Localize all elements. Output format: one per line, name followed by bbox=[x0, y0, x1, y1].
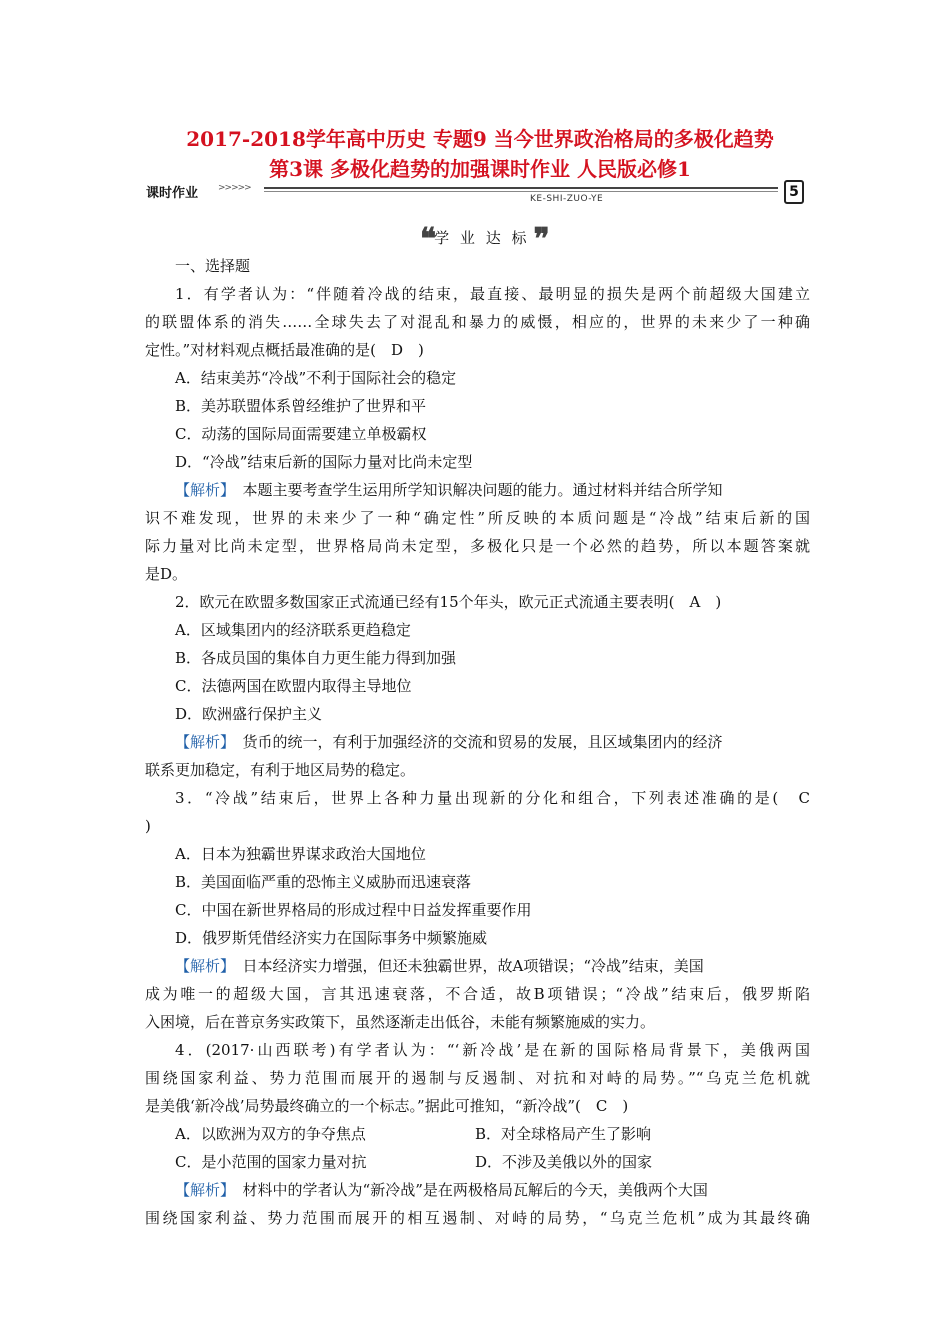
options-row bbox=[145, 1148, 810, 1176]
option-c: C．法德两国在欧盟内取得主导地位 bbox=[175, 677, 412, 695]
open-quote-icon: ❝ bbox=[420, 222, 431, 257]
lesson-number-badge: 5 bbox=[784, 180, 804, 204]
option-a: A．日本为独霸世界谋求政治大国地位 bbox=[175, 845, 426, 863]
banner-pinyin: KE-SHI-ZUO-YE bbox=[530, 194, 604, 204]
document-body bbox=[145, 252, 810, 1232]
question-text: 定性。”对材料观点概括最准确的是( D ) bbox=[145, 341, 424, 359]
title-line-2: 第3课 多极化趋势的加强课时作业 人民版必修1 bbox=[269, 157, 691, 181]
analysis-text: 联系更加稳定，有利于地区局势的稳定。 bbox=[145, 761, 416, 779]
option-b: B．美国面临严重的恐怖主义威胁而迅速衰落 bbox=[175, 873, 472, 891]
analysis-line bbox=[145, 728, 810, 756]
option-c: C．是小范围的国家力量对抗 bbox=[175, 1153, 367, 1171]
question-text: 是美俄‘新冷战’局势最终确立的一个标志。”据此可推知，“新冷战”( C ) bbox=[145, 1097, 629, 1115]
analysis-text: 货币的统一，有利于加强经济的交流和贸易的发展，且区域集团内的经济 bbox=[242, 733, 723, 751]
question-text: 的联盟体系的消失……全球失去了对混乱和暴力的威慑，相应的，世界的未来少了一种确 bbox=[145, 313, 810, 331]
banner-arrows: >>>>> bbox=[218, 183, 251, 193]
title-line-1: 2017-2018学年高中历史 专题9 当今世界政治格局的多极化趋势 bbox=[186, 127, 774, 151]
analysis-text: 材料中的学者认为“新冷战”是在两极格局瓦解后的今天，美俄两个大国 bbox=[242, 1181, 708, 1199]
homework-banner bbox=[146, 180, 806, 206]
option-a: A．结束美苏“冷战”不利于国际社会的稳定 bbox=[175, 369, 457, 387]
question-text: 1．有学者认为：“伴随着冷战的结束，最直接、最明显的损失是两个前超级大国建立 bbox=[175, 285, 810, 303]
analysis-line bbox=[145, 1176, 810, 1204]
analysis-line bbox=[145, 952, 810, 980]
analysis-label: 【解析】 bbox=[175, 1181, 228, 1199]
analysis-text: 入困境，后在普京务实政策下，虽然逐渐走出低谷，未能有频繁施威的实力。 bbox=[145, 1013, 656, 1031]
option-d: D．欧洲盛行保护主义 bbox=[175, 705, 323, 723]
analysis-text: 识不难发现，世界的未来少了一种“确定性”所反映的本质问题是“冷战”结束后新的国 bbox=[145, 509, 810, 527]
banner-rule-thin bbox=[264, 191, 778, 192]
option-a: A．区域集团内的经济联系更趋稳定 bbox=[175, 621, 411, 639]
option-d: D．不涉及美俄以外的国家 bbox=[475, 1153, 653, 1171]
question-text: 3．“冷战”结束后，世界上各种力量出现新的分化和组合，下列表述准确的是( C bbox=[175, 789, 810, 807]
option-a: A．以欧洲为双方的争夺焦点 bbox=[175, 1125, 366, 1143]
analysis-label: 【解析】 bbox=[175, 733, 228, 751]
option-b: B．各成员国的集体自力更生能力得到加强 bbox=[175, 649, 457, 667]
option-b: B．对全球格局产生了影响 bbox=[475, 1125, 652, 1143]
section-label: 学 业 达 标 bbox=[434, 229, 530, 247]
analysis-text: 日本经济实力增强，但还未独霸世界，故A项错误；“冷战”结束，美国 bbox=[242, 957, 704, 975]
part-heading: 一、选择题 bbox=[175, 257, 251, 275]
document-title bbox=[100, 124, 860, 184]
analysis-line bbox=[145, 476, 810, 504]
question-text: 4．(2017·山西联考)有学者认为：“‘新冷战’是在新的国际格局背景下，美俄两国 bbox=[175, 1041, 810, 1059]
option-d: D．俄罗斯凭借经济实力在国际事务中频繁施威 bbox=[175, 929, 488, 947]
section-heading bbox=[420, 222, 544, 257]
analysis-text: 围绕国家利益、势力范围而展开的相互遏制、对峙的局势，“乌克兰危机”成为其最终确 bbox=[145, 1209, 810, 1227]
option-b: B．美苏联盟体系曾经维护了世界和平 bbox=[175, 397, 427, 415]
option-c: C．中国在新世界格局的形成过程中日益发挥重要作用 bbox=[175, 901, 532, 919]
analysis-text: 际力量对比尚未定型，世界格局尚未定型，多极化只是一个必然的趋势，所以本题答案就 bbox=[145, 537, 810, 555]
analysis-text: 本题主要考查学生运用所学知识解决问题的能力。通过材料并结合所学知 bbox=[242, 481, 723, 499]
option-c: C．动荡的国际局面需要建立单极霸权 bbox=[175, 425, 427, 443]
analysis-text: 是D。 bbox=[145, 565, 188, 583]
question-text: ) bbox=[145, 817, 151, 835]
close-quote-icon: ❞ bbox=[533, 222, 544, 257]
analysis-text: 成为唯一的超级大国，言其迅速衰落，不合适，故B项错误；“冷战”结束后，俄罗斯陷 bbox=[145, 985, 810, 1003]
analysis-label: 【解析】 bbox=[175, 957, 228, 975]
banner-label: 课时作业 bbox=[146, 186, 199, 201]
question-text: 2．欧元在欧盟多数国家正式流通已经有15个年头，欧元正式流通主要表明( A ) bbox=[175, 593, 722, 611]
banner-rule bbox=[264, 187, 778, 189]
analysis-label: 【解析】 bbox=[175, 481, 228, 499]
question-text: 围绕国家利益、势力范围而展开的遏制与反遏制、对抗和对峙的局势。”“乌克兰危机就 bbox=[145, 1069, 810, 1087]
option-d: D．“冷战”结束后新的国际力量对比尚未定型 bbox=[175, 453, 473, 471]
options-row bbox=[145, 1120, 810, 1148]
